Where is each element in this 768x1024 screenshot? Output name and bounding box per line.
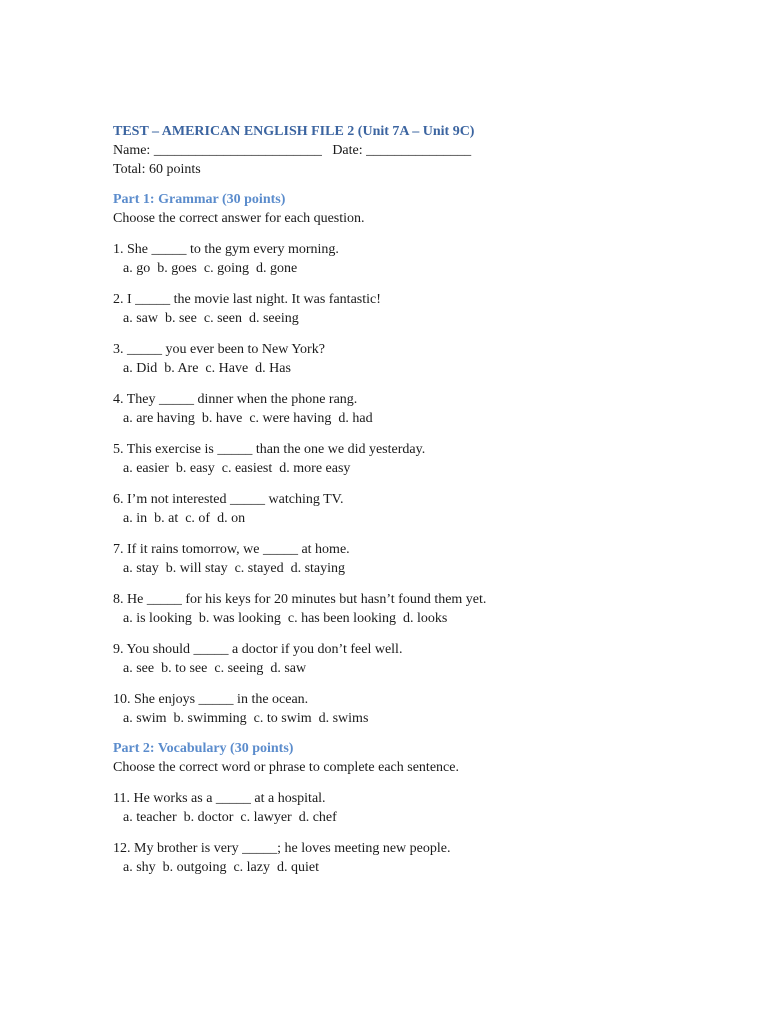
part1-instruction: Choose the correct answer for each question. (113, 211, 365, 226)
question-options: a. teacher b. doctor c. lawyer d. chef (123, 810, 337, 825)
question-options: a. stay b. will stay c. stayed d. staying (123, 561, 346, 576)
question-stem: 10. She enjoys _____ in the ocean. (113, 692, 309, 707)
question-options: a. see b. to see c. seeing d. saw (123, 661, 307, 676)
name-date-line: Name: ________________________ Date: _______________ (113, 143, 472, 158)
part2-questions (113, 789, 713, 877)
part2-instruction: Choose the correct word or phrase to complete each sentence. (113, 760, 459, 775)
question-stem: 1. She _____ to the gym every morning. (113, 242, 339, 257)
question-options: a. shy b. outgoing c. lazy d. quiet (123, 860, 319, 875)
question-stem: 5. This exercise is _____ than the one we did yesterday. (113, 442, 426, 457)
question-stem: 9. You should _____ a doctor if you don’t feel well. (113, 642, 403, 657)
part2-heading: Part 2: Vocabulary (30 points) (113, 741, 294, 756)
part1-questions (113, 240, 713, 728)
question-4 (113, 390, 713, 428)
question-options: a. are having b. have c. were having d. had (123, 411, 373, 426)
question-stem: 12. My brother is very _____; he loves meeting new people. (113, 841, 451, 856)
question-10 (113, 690, 713, 728)
question-options: a. go b. goes c. going d. gone (123, 261, 298, 276)
total-points: Total: 60 points (113, 162, 201, 177)
question-stem: 3. _____ you ever been to New York? (113, 342, 325, 357)
question-options: a. saw b. see c. seen d. seeing (123, 311, 299, 326)
question-options: a. easier b. easy c. easiest d. more easy (123, 461, 351, 476)
question-8 (113, 590, 713, 628)
question-2 (113, 290, 713, 328)
question-7 (113, 540, 713, 578)
question-5 (113, 440, 713, 478)
question-stem: 7. If it rains tomorrow, we _____ at home. (113, 542, 350, 557)
part1-heading: Part 1: Grammar (30 points) (113, 192, 286, 207)
question-options: a. in b. at c. of d. on (123, 511, 246, 526)
question-options: a. Did b. Are c. Have d. Has (123, 361, 291, 376)
question-options: a. is looking b. was looking c. has been looking d. looks (123, 611, 448, 626)
question-options: a. swim b. swimming c. to swim d. swims (123, 711, 369, 726)
question-stem: 6. I’m not interested _____ watching TV. (113, 492, 344, 507)
question-stem: 2. I _____ the movie last night. It was fantastic! (113, 292, 381, 307)
test-title: TEST – AMERICAN ENGLISH FILE 2 (Unit 7A – Unit 9C) (113, 124, 475, 139)
question-stem: 4. They _____ dinner when the phone rang. (113, 392, 358, 407)
question-stem: 11. He works as a _____ at a hospital. (113, 791, 326, 806)
question-1 (113, 240, 713, 278)
test-content (113, 122, 713, 877)
question-11 (113, 789, 713, 827)
question-9 (113, 640, 713, 678)
question-3 (113, 340, 713, 378)
question-stem: 8. He _____ for his keys for 20 minutes but hasn’t found them yet. (113, 592, 487, 607)
question-12 (113, 839, 713, 877)
question-6 (113, 490, 713, 528)
